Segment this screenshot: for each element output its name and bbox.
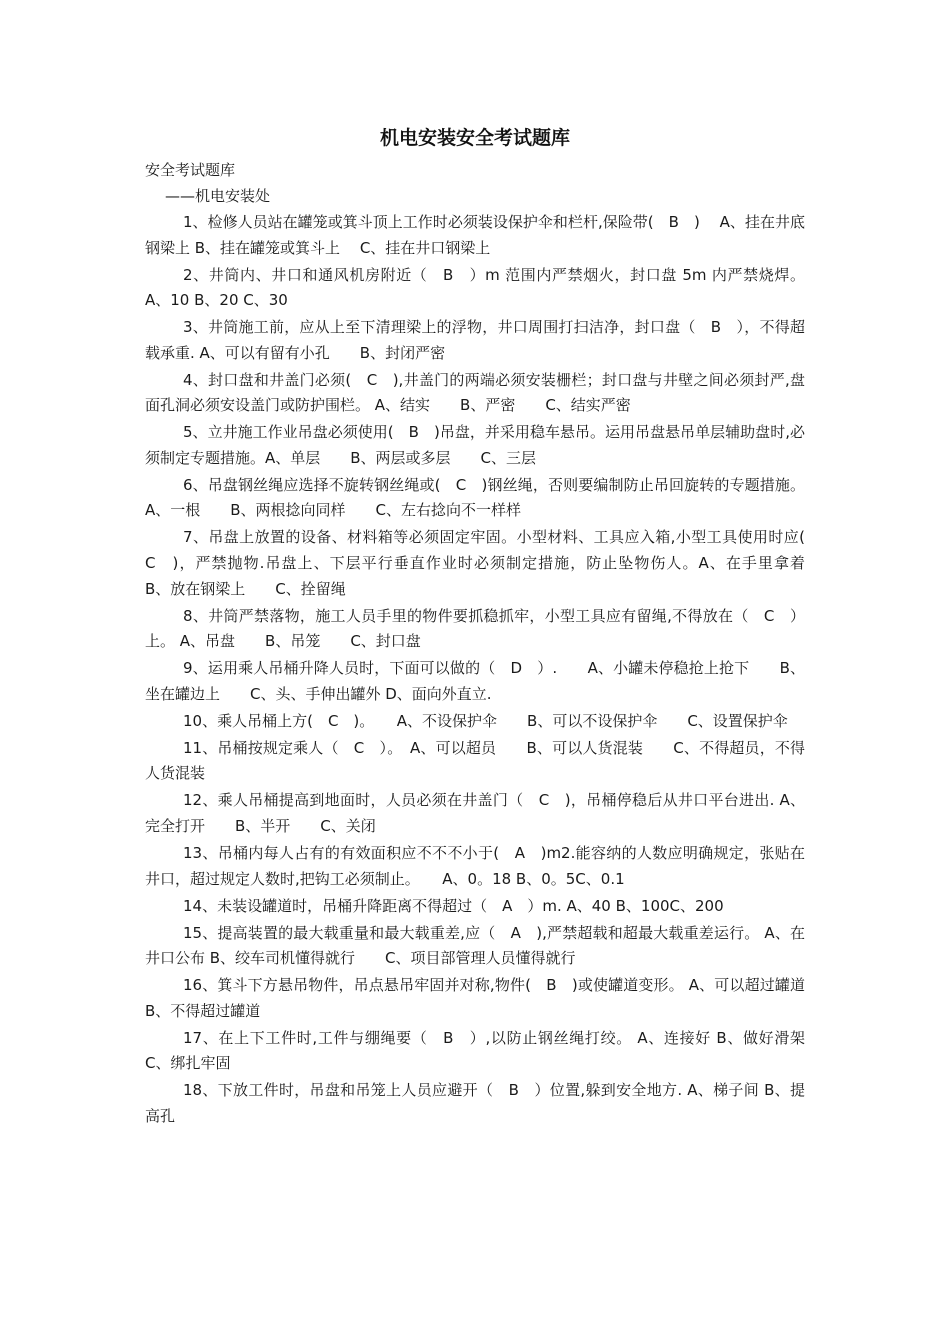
question-12: 12、乘人吊桶提高到地面时，人员必须在井盖门（ C )，吊桶停稳后从井口平台进出. A、完全打开 B、半开 C、关闭 [145,791,805,835]
question-5: 5、立井施工作业吊盘必须使用( B )吊盘，并采用稳车悬吊。运用吊盘悬吊单层辅助盘时,必须制定专题措施。A、单层 B、两层或多层 C、三层 [145,423,805,467]
question-3: 3、井筒施工前，应从上至下清理梁上的浮物，井口周围打扫洁净，封口盘（ B ），不得超载承重. A、可以有留有小孔 B、封闭严密 [145,318,805,362]
question-17: 17、在上下工件时,工件与绷绳要（ B ）,以防止钢丝绳打绞。 A、连接好 B、做好滑架 C、绑扎牢固 [145,1028,836,1073]
question-13: 13、吊桶内每人占有的有效面积应不不不小于( A )m2.能容纳的人数应明确规定，张贴在井口，超过规定人数时,把钩工必须制止。 A、0。18 B、0。5C、0.1 [145,843,805,888]
question-9: 9、运用乘人吊桶升降人员时，下面可以做的（ D ）. A、小罐未停稳抢上抢下 B、坐在罐边上 C、头、手伸出罐外 D、面向外直立. [145,659,805,703]
question-1: 1、检修人员站在罐笼或箕斗顶上工作时必须装设保护伞和栏杆,保险带( B ) A、挂在井底钢梁上 B、挂在罐笼或箕斗上 C、挂在井口钢梁上 [145,213,805,257]
question-4: 4、封口盘和井盖门必须( C ),井盖门的两端必须安装栅栏；封口盘与井壁之间必须封严,盘面孔洞必须安设盖门或防护围栏。 A、结实 B、严密 C、结实严密 [145,370,805,415]
question-8: 8、井筒严禁落物，施工人员手里的物件要抓稳抓牢，小型工具应有留绳,不得放在（ C ）上。 A、吊盘 B、吊笼 C、封口盘 [145,606,805,651]
document-subtitle: 安全考试题库 [145,161,236,179]
question-6: 6、吊盘钢丝绳应选择不旋转钢丝绳或( C )钢丝绳，否则要编制防止吊回旋转的专题措施。 A、一根 B、两根捻向同样 C、左右捻向不一样样 [145,475,805,520]
question-10: 10、乘人吊桶上方( C )。 A、不设保护伞 B、可以不设保护伞 C、设置保护伞 [183,711,788,730]
document-title: 机电安装安全考试题库 [379,127,570,149]
question-11: 11、吊桶按规定乘人（ C ）。 A、可以超员 B、可以人货混装 C、不得超员，不得人货混装 [145,738,805,783]
question-2: 2、井筒内、井口和通风机房附近（ B ）m 范围内严禁烟火，封口盘 5m 内严禁烧焊。 A、10 B、20 C、30 [145,265,805,310]
question-18: 18、下放工件时，吊盘和吊笼上人员应避开（ B ）位置,躲到安全地方. A、梯子间 B、提高孔 [145,1081,805,1125]
question-15: 15、提高装置的最大载重量和最大载重差,应（ A ),严禁超载和超最大载重差运行。 A、在井口公布 B、绞车司机懂得就行 C、项目部管理人员懂得就行 [145,923,805,968]
question-14: 14、未装设罐道时，吊桶升降距离不得超过（ A ）m. A、40 B、100C、200 [183,896,724,915]
question-16: 16、箕斗下方悬吊物件，吊点悬吊牢固并对称,物件( B )或使罐道变形。 A、可以超过罐道 B、不得超过罐道 [145,976,805,1020]
department-line: ——机电安装处 [165,187,271,205]
question-7: 7、吊盘上放置的设备、材料箱等必须固定牢固。小型材料、工具应入箱,小型工具使用时应( C )，严禁抛物.吊盘上、下层平行垂直作业时必须制定措施，防止坠物伤人。A、在手里拿着 B、放在钢梁上 C、拴留绳 [145,528,836,598]
document-body [145,124,836,1131]
